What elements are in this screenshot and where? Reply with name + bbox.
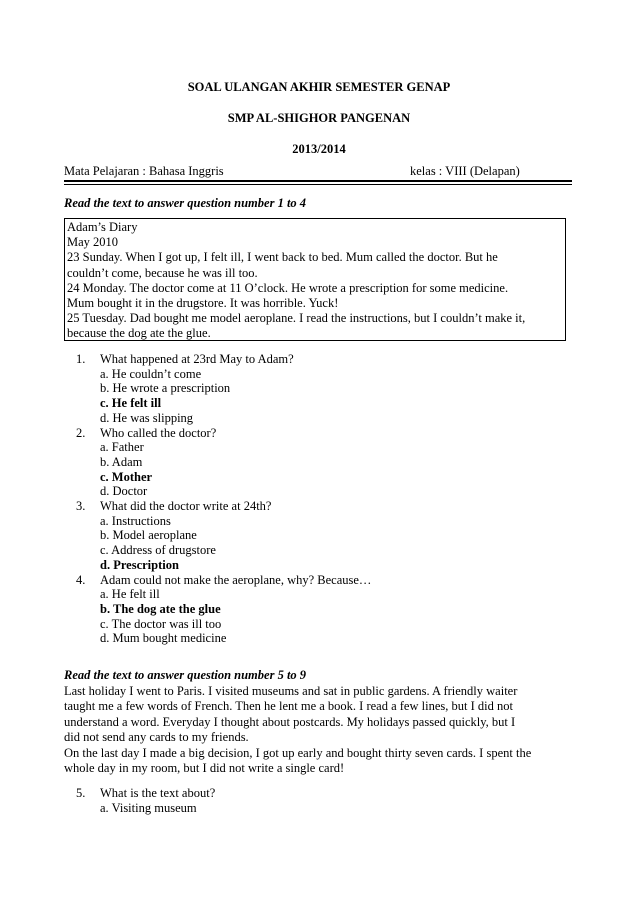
question-list-1-4: [76, 352, 556, 646]
question-1: 1. What happened at 23rd May to Adam?: [76, 352, 294, 366]
section1-instruction: Read the text to answer question number 1 to 4: [64, 196, 307, 210]
diary-line: 25 Tuesday. Dad bought me model aeroplane. I read the instructions, but I couldn’t make it,: [67, 311, 526, 326]
diary-line: May 2010: [67, 235, 119, 250]
q2-option-d: d. Doctor: [100, 484, 148, 499]
passage-line: whole day in my room, but I did not write a single card!: [64, 761, 345, 776]
q3-option-b: b. Model aeroplane: [100, 528, 197, 543]
passage-line: taught me a few words of French. Then he lent me a book. I read a few lines, but I did not: [64, 699, 513, 714]
question-2: 2. Who called the doctor?: [76, 425, 217, 440]
q1-option-a: a. He couldn’t come: [100, 366, 202, 381]
diary-line: 23 Sunday. When I got up, I felt ill, I went back to bed. Mum called the doctor. But he: [67, 250, 498, 265]
passage-line: did not send any cards to my friends.: [64, 730, 249, 745]
class-label: kelas : VIII (Delapan): [410, 164, 520, 178]
academic-year: 2013/2014: [292, 142, 346, 156]
header-divider-thick: [64, 180, 572, 182]
school-name: SMP AL-SHIGHOR PANGENAN: [227, 111, 411, 125]
passage-line: On the last day I made a big decision, I got up early and bought thirty seven cards. I spent the: [64, 745, 532, 760]
q1-option-d: d. He was slipping: [100, 410, 194, 425]
q1-option-b: b. He wrote a prescription: [100, 381, 231, 396]
question-5: 5. What is the text about?: [76, 786, 216, 800]
question-list-5: [76, 786, 215, 816]
q3-option-a: a. Instructions: [100, 513, 171, 528]
q2-option-c: c. Mother: [100, 469, 153, 484]
q4-option-b: b. The dog ate the glue: [100, 601, 221, 616]
header-divider-thin: [64, 184, 572, 185]
diary-line: because the dog ate the glue.: [67, 326, 211, 341]
reading-passage: [64, 684, 574, 776]
diary-line: couldn’t come, because he was ill too.: [67, 265, 258, 280]
diary-text-box: [64, 218, 566, 341]
question-4: 4. Adam could not make the aeroplane, why? Because…: [76, 572, 372, 587]
subject-label: Mata Pelajaran : Bahasa Inggris: [64, 164, 224, 178]
diary-line: 24 Monday. The doctor come at 11 O’clock. He wrote a prescription for some medicine.: [67, 280, 509, 295]
q1-option-c: c. He felt ill: [100, 396, 162, 411]
q3-option-c: c. Address of drugstore: [100, 543, 216, 558]
q4-option-a: a. He felt ill: [100, 587, 160, 602]
q2-option-a: a. Father: [100, 440, 144, 455]
passage-line: understand a word. Everyday I thought about postcards. My holidays passed quickly, but I: [64, 714, 516, 729]
section2-instruction: Read the text to answer question number 5 to 9: [64, 668, 307, 682]
q4-option-d: d. Mum bought medicine: [100, 631, 227, 646]
diary-line: Mum bought it in the drugstore. It was horrible. Yuck!: [67, 296, 339, 311]
q5-option-a: a. Visiting museum: [100, 801, 197, 815]
diary-line: Adam’s Diary: [67, 220, 138, 234]
q2-option-b: b. Adam: [100, 454, 143, 469]
passage-line: Last holiday I went to Paris. I visited museums and sat in public gardens. A friendly waiter: [64, 684, 518, 698]
q4-option-c: c. The doctor was ill too: [100, 616, 222, 631]
q3-option-d: d. Prescription: [100, 557, 179, 572]
exam-title: SOAL ULANGAN AKHIR SEMESTER GENAP: [187, 80, 451, 94]
question-3: 3. What did the doctor write at 24th?: [76, 499, 272, 514]
